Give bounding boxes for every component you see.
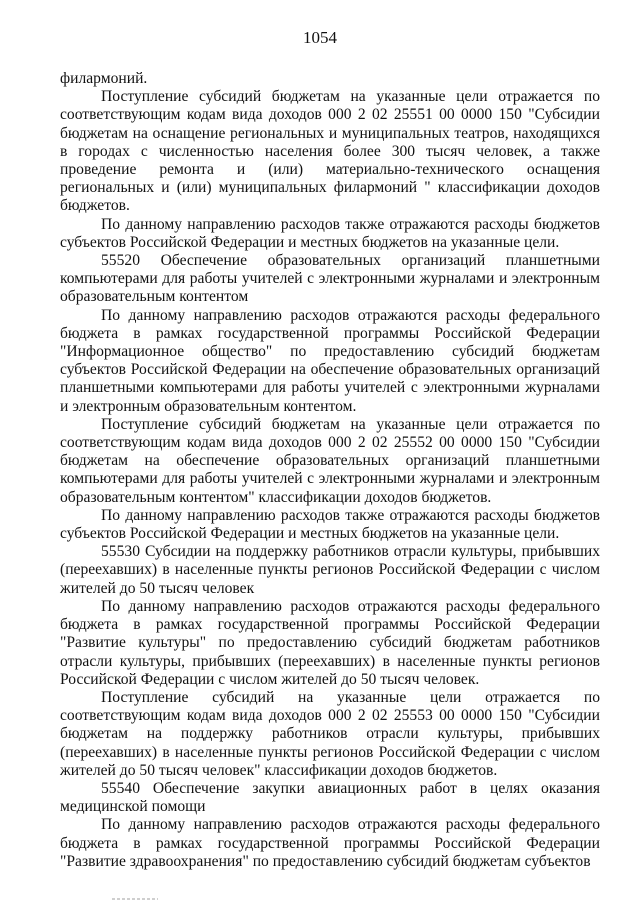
paragraph-code-55520: 55520 Обеспечение образовательных организаций планшетными компьютерами для работы учителей с электронными журналами и электронным образовательным контентом bbox=[60, 252, 600, 306]
paragraph-code-55530: 55530 Субсидии на поддержку работников отрасли культуры, прибывших (переехавших) в населенные пункты регионов Российской Федерации с числом жителей до 50 тысяч человек bbox=[60, 543, 600, 597]
paragraph-income-55553: Поступление субсидий на указанные цели отражается по соответствующим кодам вида доходов 000 2 02 25553 00 0000 150 "Субсидии бюджетам на поддержку работников отрасли культуры, прибывших (переехавших) в населенные пункты регионов Российской Федерации с числом жителей до 50 тысяч человек" классификации доходов бюджетов. bbox=[60, 688, 600, 779]
paragraph-income-55552: Поступление субсидий бюджетам на указанные цели отражается по соответствующим кодам вида доходов 000 2 02 25552 00 0000 150 "Субсидии бюджетам на обеспечение образовательных организаций планшетными компьютерами для работы учителей с электронными журналами и электронным образовательным контентом" классификации доходов бюджетов. bbox=[60, 415, 600, 506]
paragraph-regional-budgets-2: По данному направлению расходов также отражаются расходы бюджетов субъектов Российской Федерации и местных бюджетов на указанные цели. bbox=[60, 506, 600, 543]
paragraph-federal-55520: По данному направлению расходов отражаются расходы федерального бюджета в рамках государственной программы Российской Федерации "Информационное общество" по предоставлению субсидий бюджетам субъектов Российской Федерации на обеспечение образовательных организаций планшетными компьютерами для работы учителей с электронными журналами и электронным образовательным контентом. bbox=[60, 306, 600, 415]
paragraph-code-55540: 55540 Обеспечение закупки авиационных работ в целях оказания медицинской помощи bbox=[60, 779, 600, 816]
paragraph-regional-budgets-1: По данному направлению расходов также отражаются расходы бюджетов субъектов Российской Федерации и местных бюджетов на указанные цели. bbox=[60, 215, 600, 251]
paragraph-continuation: филармоний. bbox=[60, 70, 148, 87]
page-number: 1054 bbox=[303, 28, 337, 47]
scan-artifact bbox=[112, 898, 158, 900]
document-body bbox=[60, 70, 600, 871]
paragraph-federal-55530: По данному направлению расходов отражаются расходы федерального бюджета в рамках государственной программы Российской Федерации "Развитие культуры" по предоставлению субсидий бюджетам работников отрасли культуры, прибывших (переехавших) в населенные пункты регионов Российской Федерации с числом жителей до 50 тысяч человек. bbox=[60, 597, 600, 688]
paragraph-income-55551: Поступление субсидий бюджетам на указанные цели отражается по соответствующим кодам вида доходов 000 2 02 25551 00 0000 150 "Субсидии бюджетам на оснащение региональных и муниципальных театров, находящихся в городах с численностью населения более 300 тысяч человек, а также проведение ремонта и (или) материально-технического оснащения региональных и (или) муниципальных филармоний " классификации доходов бюджетов. bbox=[60, 88, 600, 215]
paragraph-federal-55540: По данному направлению расходов отражаются расходы федерального бюджета в рамках государственной программы Российской Федерации "Развитие здравоохранения" по предоставлению субсидий бюджетам субъектов bbox=[60, 816, 600, 870]
